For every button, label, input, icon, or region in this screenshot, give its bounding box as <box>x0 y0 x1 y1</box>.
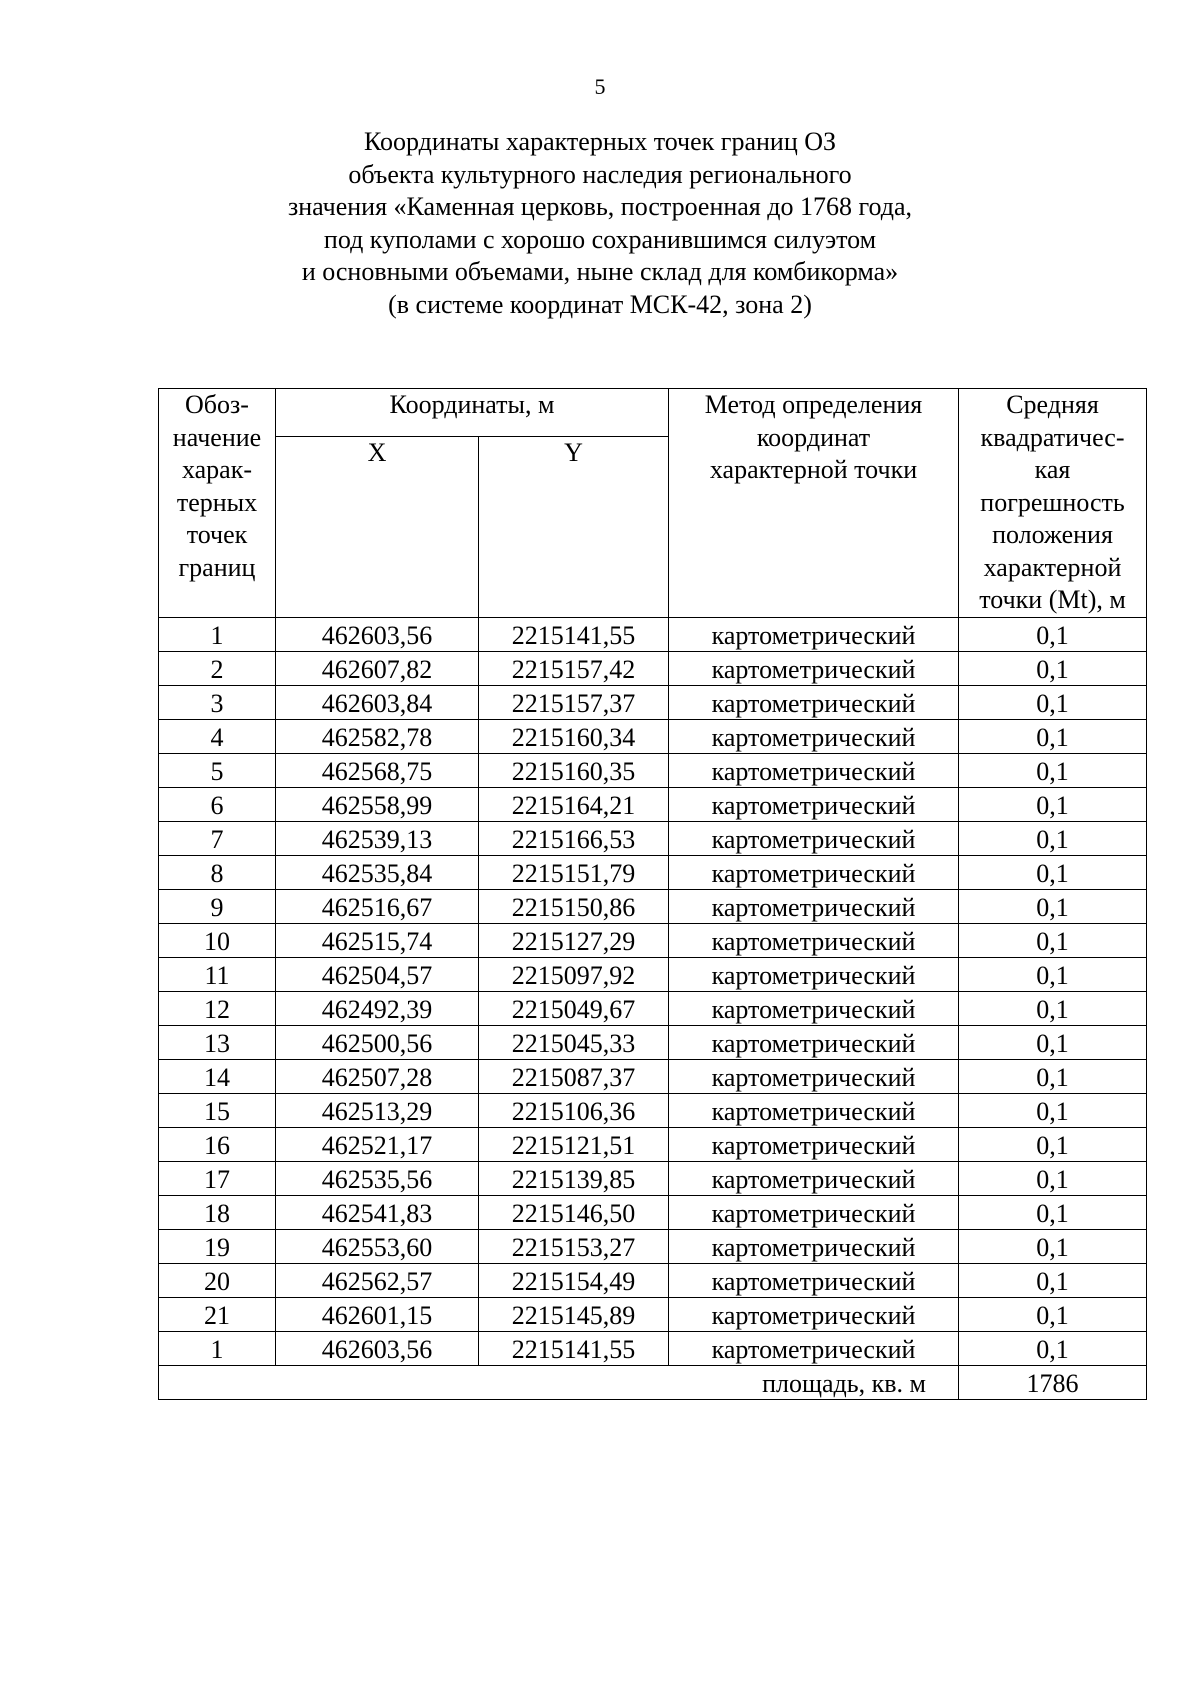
cell-y: 2215160,35 <box>479 753 669 787</box>
header-error: Средняя квадратичес- кая погрешность положения характерной точки (Mt), м <box>959 389 1147 618</box>
cell-mt: 0,1 <box>959 1127 1147 1161</box>
header-coordinates: Координаты, м <box>276 389 669 437</box>
cell-y: 2215049,67 <box>479 991 669 1025</box>
cell-mt: 0,1 <box>959 787 1147 821</box>
table-row <box>159 1229 1147 1263</box>
cell-method: картометрический <box>669 1195 959 1229</box>
table-row <box>159 923 1147 957</box>
cell-y: 2215097,92 <box>479 957 669 991</box>
cell-y: 2215087,37 <box>479 1059 669 1093</box>
cell-x: 462539,13 <box>276 821 479 855</box>
cell-point-number: 18 <box>159 1195 276 1229</box>
cell-y: 2215045,33 <box>479 1025 669 1059</box>
cell-y: 2215146,50 <box>479 1195 669 1229</box>
cell-method: картометрический <box>669 957 959 991</box>
cell-method: картометрический <box>669 821 959 855</box>
table-row <box>159 1161 1147 1195</box>
title-line: значения «Каменная церковь, построенная до 1768 года, <box>287 192 913 221</box>
cell-point-number: 3 <box>159 685 276 719</box>
cell-mt: 0,1 <box>959 719 1147 753</box>
area-label: площадь, кв. м <box>159 1365 959 1399</box>
cell-x: 462607,82 <box>276 651 479 685</box>
cell-mt: 0,1 <box>959 617 1147 651</box>
cell-method: картометрический <box>669 1161 959 1195</box>
cell-x: 462568,75 <box>276 753 479 787</box>
title-line: объекта культурного наследия регионального <box>348 159 852 189</box>
table-row <box>159 1331 1147 1365</box>
cell-mt: 0,1 <box>959 821 1147 855</box>
table-row <box>159 1263 1147 1297</box>
coordinates-table <box>158 388 1147 1400</box>
cell-mt: 0,1 <box>959 1331 1147 1365</box>
title-line: и основными объемами, ныне склад для комбикорма» <box>301 257 899 286</box>
cell-method: картометрический <box>669 855 959 889</box>
table-row <box>159 957 1147 991</box>
header-y: Y <box>479 436 669 617</box>
header-method: Метод определения координат характерной точки <box>669 389 959 618</box>
cell-point-number: 9 <box>159 889 276 923</box>
cell-mt: 0,1 <box>959 1059 1147 1093</box>
cell-y: 2215160,34 <box>479 719 669 753</box>
cell-mt: 0,1 <box>959 1093 1147 1127</box>
cell-x: 462521,17 <box>276 1127 479 1161</box>
cell-x: 462504,57 <box>276 957 479 991</box>
cell-x: 462541,83 <box>276 1195 479 1229</box>
cell-x: 462558,99 <box>276 787 479 821</box>
cell-method: картометрический <box>669 719 959 753</box>
cell-mt: 0,1 <box>959 991 1147 1025</box>
title-line: под куполами с хорошо сохранившимся силуэтом <box>323 224 877 254</box>
cell-x: 462535,56 <box>276 1161 479 1195</box>
cell-y: 2215106,36 <box>479 1093 669 1127</box>
cell-method: картометрический <box>669 685 959 719</box>
cell-y: 2215141,55 <box>479 617 669 651</box>
cell-y: 2215153,27 <box>479 1229 669 1263</box>
cell-x: 462516,67 <box>276 889 479 923</box>
table-row <box>159 1195 1147 1229</box>
cell-point-number: 2 <box>159 651 276 685</box>
cell-x: 462582,78 <box>276 719 479 753</box>
cell-x: 462553,60 <box>276 1229 479 1263</box>
cell-y: 2215141,55 <box>479 1331 669 1365</box>
cell-point-number: 16 <box>159 1127 276 1161</box>
table-row <box>159 719 1147 753</box>
cell-mt: 0,1 <box>959 1263 1147 1297</box>
cell-method: картометрический <box>669 1331 959 1365</box>
cell-method: картометрический <box>669 1229 959 1263</box>
document-title <box>150 126 1050 321</box>
table-body <box>159 617 1147 1365</box>
cell-mt: 0,1 <box>959 889 1147 923</box>
cell-x: 462562,57 <box>276 1263 479 1297</box>
cell-y: 2215157,42 <box>479 651 669 685</box>
cell-mt: 0,1 <box>959 685 1147 719</box>
header-x: X <box>276 436 479 617</box>
table-row <box>159 991 1147 1025</box>
cell-y: 2215150,86 <box>479 889 669 923</box>
cell-method: картометрический <box>669 753 959 787</box>
table-row <box>159 685 1147 719</box>
cell-point-number: 20 <box>159 1263 276 1297</box>
cell-x: 462507,28 <box>276 1059 479 1093</box>
cell-mt: 0,1 <box>959 1161 1147 1195</box>
cell-x: 462513,29 <box>276 1093 479 1127</box>
cell-mt: 0,1 <box>959 1195 1147 1229</box>
cell-method: картометрический <box>669 1025 959 1059</box>
table-row <box>159 617 1147 651</box>
cell-point-number: 21 <box>159 1297 276 1331</box>
cell-method: картометрический <box>669 991 959 1025</box>
table-row <box>159 1093 1147 1127</box>
table-row <box>159 1025 1147 1059</box>
cell-method: картометрический <box>669 651 959 685</box>
cell-method: картометрический <box>669 1093 959 1127</box>
title-line: (в системе координат МСК-42, зона 2) <box>388 289 812 319</box>
cell-y: 2215166,53 <box>479 821 669 855</box>
cell-mt: 0,1 <box>959 957 1147 991</box>
cell-y: 2215127,29 <box>479 923 669 957</box>
cell-method: картометрический <box>669 617 959 651</box>
cell-x: 462515,74 <box>276 923 479 957</box>
table-row <box>159 787 1147 821</box>
table-row <box>159 651 1147 685</box>
cell-y: 2215121,51 <box>479 1127 669 1161</box>
cell-point-number: 6 <box>159 787 276 821</box>
cell-y: 2215164,21 <box>479 787 669 821</box>
cell-point-number: 5 <box>159 753 276 787</box>
cell-point-number: 19 <box>159 1229 276 1263</box>
cell-point-number: 11 <box>159 957 276 991</box>
table-row <box>159 1297 1147 1331</box>
cell-mt: 0,1 <box>959 1229 1147 1263</box>
cell-y: 2215157,37 <box>479 685 669 719</box>
cell-mt: 0,1 <box>959 1025 1147 1059</box>
cell-x: 462492,39 <box>276 991 479 1025</box>
cell-y: 2215139,85 <box>479 1161 669 1195</box>
cell-point-number: 10 <box>159 923 276 957</box>
cell-x: 462500,56 <box>276 1025 479 1059</box>
cell-point-number: 14 <box>159 1059 276 1093</box>
table-row <box>159 753 1147 787</box>
cell-point-number: 13 <box>159 1025 276 1059</box>
cell-x: 462601,15 <box>276 1297 479 1331</box>
cell-point-number: 17 <box>159 1161 276 1195</box>
table-row <box>159 1059 1147 1093</box>
table-row <box>159 889 1147 923</box>
cell-method: картометрический <box>669 889 959 923</box>
cell-point-number: 8 <box>159 855 276 889</box>
table-row <box>159 1127 1147 1161</box>
table-row <box>159 855 1147 889</box>
cell-mt: 0,1 <box>959 1297 1147 1331</box>
cell-method: картометрический <box>669 1297 959 1331</box>
cell-point-number: 15 <box>159 1093 276 1127</box>
cell-method: картометрический <box>669 1263 959 1297</box>
cell-x: 462603,56 <box>276 1331 479 1365</box>
cell-method: картометрический <box>669 1059 959 1093</box>
cell-point-number: 7 <box>159 821 276 855</box>
cell-point-number: 12 <box>159 991 276 1025</box>
cell-point-number: 1 <box>159 1331 276 1365</box>
cell-method: картометрический <box>669 787 959 821</box>
page-number: 5 <box>594 74 606 99</box>
cell-x: 462535,84 <box>276 855 479 889</box>
cell-y: 2215151,79 <box>479 855 669 889</box>
cell-x: 462603,84 <box>276 685 479 719</box>
cell-mt: 0,1 <box>959 855 1147 889</box>
header-designation: Обоз- начение харак- терных точек границ <box>159 389 276 618</box>
cell-mt: 0,1 <box>959 651 1147 685</box>
cell-x: 462603,56 <box>276 617 479 651</box>
cell-y: 2215145,89 <box>479 1297 669 1331</box>
cell-y: 2215154,49 <box>479 1263 669 1297</box>
cell-point-number: 4 <box>159 719 276 753</box>
area-row <box>159 1365 1147 1399</box>
cell-method: картометрический <box>669 1127 959 1161</box>
cell-mt: 0,1 <box>959 753 1147 787</box>
table-row <box>159 821 1147 855</box>
title-line: Координаты характерных точек границ ОЗ <box>363 127 837 156</box>
area-value: 1786 <box>959 1365 1147 1399</box>
cell-mt: 0,1 <box>959 923 1147 957</box>
cell-method: картометрический <box>669 923 959 957</box>
cell-point-number: 1 <box>159 617 276 651</box>
